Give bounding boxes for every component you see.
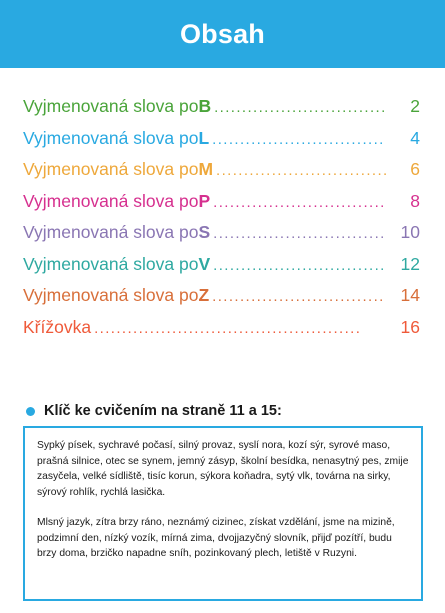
toc-item-letter: L — [198, 127, 210, 148]
toc-item-title: Vyjmenovaná slova po — [23, 159, 199, 179]
toc-item-b[interactable] — [23, 98, 420, 130]
toc-item-p[interactable] — [23, 190, 420, 225]
toc-item-letter: P — [198, 190, 211, 211]
toc-item-title: Vyjmenovaná slova po — [23, 285, 199, 305]
toc-item-z[interactable] — [23, 287, 420, 319]
toc-page-number: 6 — [410, 159, 420, 179]
toc-item-v[interactable] — [23, 253, 420, 288]
table-of-contents — [23, 98, 420, 350]
toc-item-title: Vyjmenovaná slova po — [23, 96, 199, 116]
toc-item-title: Vyjmenovaná slova po — [23, 222, 199, 242]
toc-page-number: 14 — [400, 285, 420, 305]
toc-item-letter: Z — [198, 285, 210, 305]
toc-leader-dots: ............................... — [216, 163, 389, 178]
answer-key-heading — [22, 401, 424, 421]
toc-item-m[interactable] — [23, 161, 420, 193]
toc-leader-dots: ............................... — [214, 100, 387, 115]
toc-leader-dots: ............................... — [213, 257, 386, 273]
answer-key-paragraph-2: Mlsný jazyk, zítra brzy ráno, neznámý cizinec, získat vzdělání, jsme na mizině, podzimní den, nízký vozík, mírná zima, dvojjazyčný slovník, přijď pozítří, budu brzy doma, brzičko napadne sníh, pozinkovaný plech, letiště v Ruzyni. — [37, 517, 395, 559]
answer-key-section — [22, 401, 424, 559]
bullet-icon — [26, 407, 35, 416]
toc-leader-dots: ............................... — [212, 289, 385, 304]
toc-item-letter: S — [198, 222, 211, 242]
toc-item-title: Křížovka — [23, 316, 92, 337]
page-title: Obsah — [179, 18, 266, 49]
toc-item-s[interactable] — [23, 224, 420, 256]
toc-item-letter: V — [198, 253, 211, 274]
toc-item-title: Vyjmenovaná slova po — [23, 190, 199, 211]
toc-leader-dots: ............................... — [213, 194, 386, 210]
toc-item-l[interactable] — [23, 127, 420, 162]
answer-key-box — [23, 426, 423, 601]
answer-key-title: Klíč ke cvičením na straně 11 a 15: — [44, 403, 282, 419]
toc-item-krizovka[interactable] — [23, 316, 420, 351]
toc-item-title: Vyjmenovaná slova po — [23, 253, 199, 274]
toc-leader-dots: ................................................ — [94, 320, 362, 336]
toc-page-number: 2 — [410, 96, 420, 116]
toc-leader-dots: ............................... — [212, 131, 385, 147]
toc-item-letter: B — [198, 96, 212, 116]
toc-page-number: 4 — [410, 127, 420, 148]
toc-item-title: Vyjmenovaná slova po — [23, 127, 199, 148]
toc-page-number: 16 — [400, 316, 420, 337]
answer-key-paragraph-1: Sypký písek, sychravé počasí, silný provaz, syslí nora, kozí sýr, syrové maso, prašná silnice, otec se synem, jemný zásyp, školní besídka, nenasytný pes, zmije zasyčela, velké sídliště, tisíc korun, sýkora koňadra, sytý vlk, továrna na sirky, sýrový rohlík, rychlá lasička. — [37, 440, 409, 498]
toc-leader-dots: ............................... — [213, 226, 386, 241]
toc-page-number: 12 — [400, 253, 420, 274]
toc-page-number: 10 — [400, 222, 420, 242]
toc-item-letter: M — [198, 159, 214, 179]
toc-page-number: 8 — [410, 190, 420, 211]
header-bar — [0, 0, 445, 68]
